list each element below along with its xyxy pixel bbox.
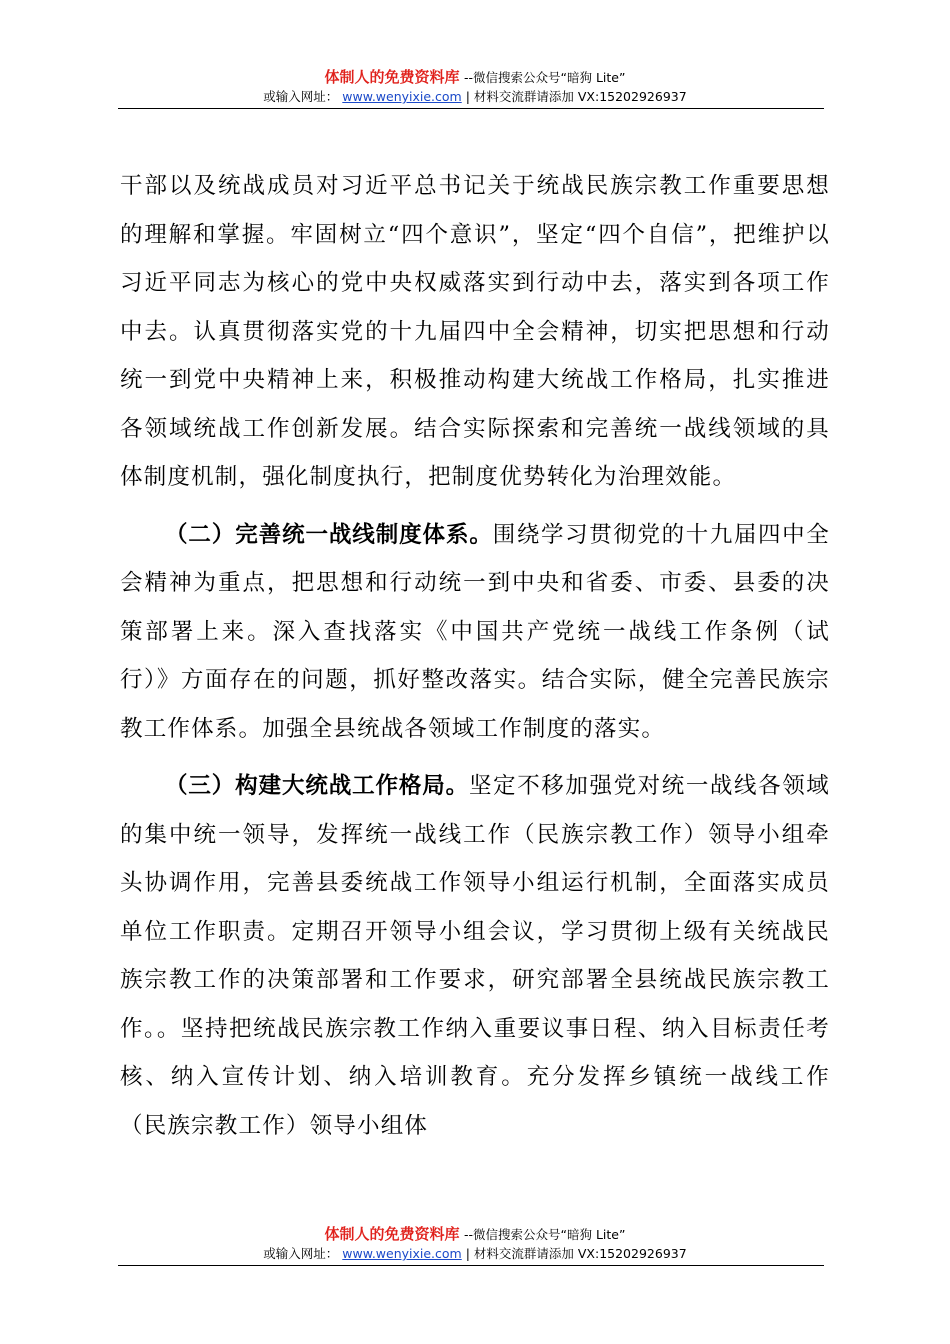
footer-url-label: 或输入网址： — [263, 1246, 339, 1261]
header-url-label: 或输入网址： — [263, 89, 339, 104]
footer-line-2 — [0, 1245, 950, 1263]
page-header — [0, 68, 950, 106]
header-brand: 体制人的免费资料库 — [324, 68, 460, 86]
footer-brand: 体制人的免费资料库 — [324, 1225, 460, 1243]
document-body — [120, 162, 830, 1159]
footer-divider — [118, 1265, 824, 1266]
paragraph-2 — [120, 511, 830, 754]
paragraph-3 — [120, 762, 830, 1150]
paragraph-3-text: 坚定不移加强党对统一战线各领域的集中统一领导，发挥统一战线工作（民族宗教工作）领导小组牵头协调作用，完善县委统战工作领导小组运行机制，全面落实成员单位工作职责。定期召开领导小组会议，学习贯彻上级有关统战民族宗教工作的决策部署和工作要求，研究部署全县统战民族宗教工作。。坚持把统战民族宗教工作纳入重要议事日程、纳入目标责任考核、纳入宣传计划、纳入培训教育。充分发挥乡镇统一战线工作（民族宗教工作）领导小组体 — [120, 773, 830, 1139]
header-line-2 — [0, 88, 950, 106]
footer-subtitle: --微信搜索公众号“暗狗 Lite” — [463, 1227, 626, 1242]
header-contact: | 材料交流群请添加 VX:15202926937 — [465, 89, 687, 104]
footer-contact: | 材料交流群请添加 VX:15202926937 — [465, 1246, 687, 1261]
footer-url-link[interactable]: www.wenyixie.com — [342, 1246, 462, 1261]
footer-line-1 — [0, 1225, 950, 1245]
paragraph-2-text: 围绕学习贯彻党的十九届四中全会精神为重点，把思想和行动统一到中央和省委、市委、县委的决策部署上来。深入查找落实《中国共产党统一战线工作条例（试行）》方面存在的问题，抓好整改落实。结合实际，健全完善民族宗教工作体系。加强全县统战各领域工作制度的落实。 — [120, 521, 830, 742]
paragraph-1: 干部以及统战成员对习近平总书记关于统战民族宗教工作重要思想的理解和掌握。牢固树立“四个意识”，坚定“四个自信”，把维护以习近平同志为核心的党中央权威落实到行动中去，落实到各项工作中去。认真贯彻落实党的十九届四中全会精神，切实把思想和行动统一到党中央精神上来，积极推动构建大统战工作格局，扎实推进各领域统战工作创新发展。结合实际探索和完善统一战线领域的具体制度机制，强化制度执行，把制度优势转化为治理效能。 — [120, 173, 830, 490]
paragraph-2-heading: （二）完善统一战线制度体系。 — [165, 521, 493, 548]
header-url-link[interactable]: www.wenyixie.com — [342, 89, 462, 104]
header-line-1 — [0, 68, 950, 88]
page-footer — [0, 1225, 950, 1263]
paragraph-3-heading: （三）构建大统战工作格局。 — [165, 773, 470, 799]
header-divider — [118, 108, 824, 109]
header-subtitle: --微信搜索公众号“暗狗 Lite” — [463, 70, 626, 85]
